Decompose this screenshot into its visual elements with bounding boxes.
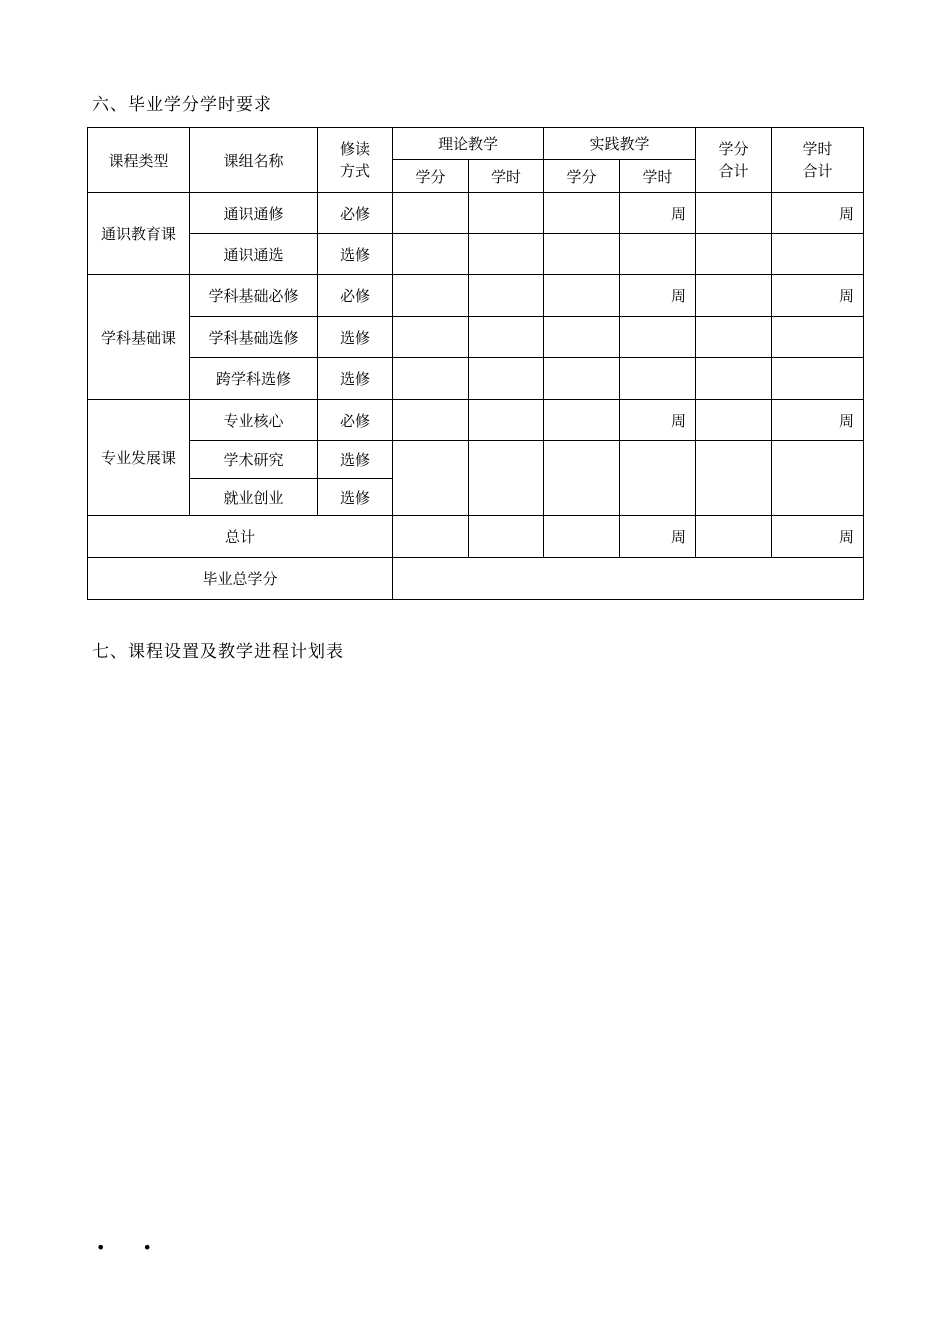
header-theory-credit: 学分 — [393, 160, 469, 193]
credits-total-cell — [696, 193, 772, 234]
header-hours-total-line1: 学时 — [802, 140, 833, 158]
theory-credit-cell — [393, 275, 469, 317]
header-practice-credit: 学分 — [544, 160, 620, 193]
course-group-cell: 专业核心 — [190, 400, 318, 441]
table-row — [88, 400, 864, 441]
table-row — [88, 234, 864, 275]
theory-hour-cell — [469, 275, 544, 317]
practice-credit-cell — [544, 358, 620, 400]
hours-total-cell: 周 — [772, 275, 864, 317]
theory-credit-cell — [393, 400, 469, 441]
practice-credit-cell — [544, 516, 620, 558]
theory-hour-cell — [469, 400, 544, 441]
hours-total-cell — [772, 317, 864, 358]
course-group-cell: 通识通修 — [190, 193, 318, 234]
study-mode-cell: 选修 — [318, 358, 393, 400]
course-type-major: 专业发展课 — [88, 400, 190, 516]
table-row — [88, 516, 864, 558]
header-study-mode — [318, 128, 393, 193]
header-credits-total — [696, 128, 772, 193]
practice-hour-cell — [620, 234, 696, 275]
table-row — [88, 558, 864, 600]
table-row — [88, 193, 864, 234]
practice-credit-cell — [544, 275, 620, 317]
course-group-cell: 通识通选 — [190, 234, 318, 275]
study-mode-cell: 必修 — [318, 275, 393, 317]
credits-total-cell — [696, 317, 772, 358]
practice-credit-cell — [544, 317, 620, 358]
practice-hour-cell: 周 — [620, 516, 696, 558]
practice-hour-cell: 周 — [620, 400, 696, 441]
graduation-credits-table — [87, 127, 864, 600]
section-seven-title: 七、课程设置及教学进程计划表 — [92, 642, 344, 662]
practice-hour-cell: 周 — [620, 275, 696, 317]
total-label: 总计 — [88, 516, 393, 558]
header-credits-total-line2: 合计 — [718, 162, 749, 180]
study-mode-cell: 选修 — [318, 234, 393, 275]
practice-credit-cell — [544, 441, 620, 516]
theory-credit-cell — [393, 317, 469, 358]
study-mode-cell: 选修 — [318, 441, 393, 479]
table-row — [88, 275, 864, 317]
study-mode-cell: 选修 — [318, 317, 393, 358]
course-group-cell: 学科基础必修 — [190, 275, 318, 317]
hours-total-cell — [772, 234, 864, 275]
graduation-total-value — [393, 558, 864, 600]
theory-hour-cell — [469, 193, 544, 234]
header-study-mode-line2: 方式 — [339, 162, 370, 180]
course-group-cell: 学术研究 — [190, 441, 318, 479]
credits-total-cell — [696, 400, 772, 441]
table-row — [88, 317, 864, 358]
practice-hour-cell: 周 — [620, 193, 696, 234]
course-group-cell: 学科基础选修 — [190, 317, 318, 358]
header-practice: 实践教学 — [544, 128, 696, 160]
course-type-discipline: 学科基础课 — [88, 275, 190, 400]
practice-credit-cell — [544, 400, 620, 441]
practice-hour-cell — [620, 441, 696, 516]
theory-credit-cell — [393, 441, 469, 516]
practice-hour-cell — [620, 358, 696, 400]
practice-credit-cell — [544, 234, 620, 275]
course-group-cell: 就业创业 — [190, 479, 318, 516]
practice-credit-cell — [544, 193, 620, 234]
header-course-type: 课程类型 — [88, 128, 190, 193]
credits-total-cell — [696, 516, 772, 558]
hours-total-cell — [772, 441, 864, 516]
credits-total-cell — [696, 358, 772, 400]
credits-total-cell — [696, 441, 772, 516]
header-credits-total-line1: 学分 — [718, 140, 749, 158]
theory-credit-cell — [393, 234, 469, 275]
hours-total-cell: 周 — [772, 193, 864, 234]
study-mode-cell: 必修 — [318, 400, 393, 441]
header-course-group: 课组名称 — [190, 128, 318, 193]
theory-hour-cell — [469, 358, 544, 400]
theory-hour-cell — [469, 317, 544, 358]
header-study-mode-line1: 修读 — [339, 140, 370, 158]
course-group-cell: 跨学科选修 — [190, 358, 318, 400]
header-theory-hour: 学时 — [469, 160, 544, 193]
hours-total-cell: 周 — [772, 516, 864, 558]
footer-dots: • • — [96, 1238, 168, 1257]
theory-hour-cell — [469, 516, 544, 558]
theory-hour-cell — [469, 234, 544, 275]
header-practice-hour: 学时 — [620, 160, 696, 193]
table-row — [88, 441, 864, 479]
course-type-general: 通识教育课 — [88, 193, 190, 275]
header-theory: 理论教学 — [393, 128, 544, 160]
theory-credit-cell — [393, 358, 469, 400]
hours-total-cell: 周 — [772, 400, 864, 441]
hours-total-cell — [772, 358, 864, 400]
graduation-total-label: 毕业总学分 — [88, 558, 393, 600]
practice-hour-cell — [620, 317, 696, 358]
study-mode-cell: 选修 — [318, 479, 393, 516]
credits-total-cell — [696, 234, 772, 275]
section-six-title: 六、毕业学分学时要求 — [92, 95, 272, 115]
study-mode-cell: 必修 — [318, 193, 393, 234]
header-hours-total-line2: 合计 — [802, 162, 833, 180]
theory-hour-cell — [469, 441, 544, 516]
header-hours-total — [772, 128, 864, 193]
credits-total-cell — [696, 275, 772, 317]
table-row — [88, 358, 864, 400]
theory-credit-cell — [393, 516, 469, 558]
theory-credit-cell — [393, 193, 469, 234]
